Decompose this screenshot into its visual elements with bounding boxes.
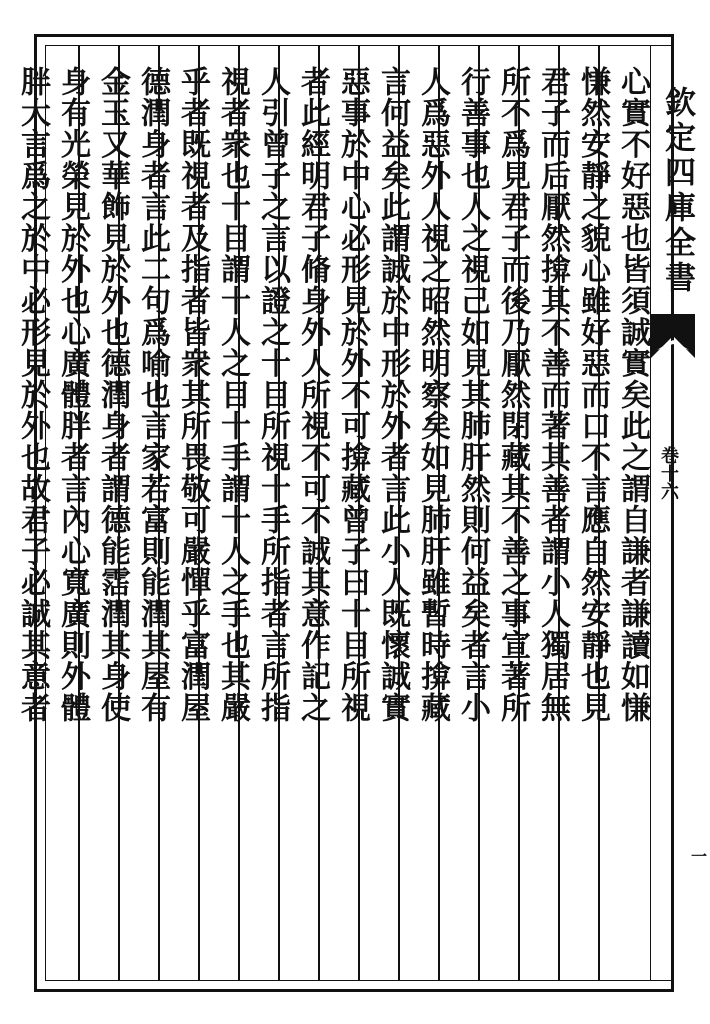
margin-tick: 一: [691, 847, 708, 866]
volume-number: 卷十六: [658, 446, 679, 500]
fishtail-mark-icon: [651, 314, 695, 358]
text-column: 金玉又華飾見於外也德潤身者謂德能霑潤其身使: [95, 66, 130, 724]
text-column: 所不爲見君子而後乃厭然閉藏其不善之事宣著所: [495, 66, 530, 724]
text-column: 身有光榮見於外也心廣體胖者言內心寬廣則外體: [55, 66, 90, 724]
book-title: 欽定四庫全書: [659, 86, 695, 296]
text-column: 乎者既視者及指者皆衆其所畏敬可嚴憚乎富潤屋: [175, 66, 210, 724]
text-column: 慊然安靜之貌心雖好惡而口不言應自然安靜也見: [575, 66, 610, 724]
text-column: 行善事也人之視己如見其肺肝然則何益矣者言小: [455, 66, 490, 724]
book-page: [15, 34, 708, 992]
text-column: 言何益矣此謂誠於中形於外者言此小人既懷誠實: [375, 66, 410, 724]
text-column: 君子而后厭然揜其不善而著其善者謂小人獨居無: [535, 66, 570, 724]
center-margin: [650, 46, 708, 980]
text-column: 人引曾子之言以證之十目所視十手所指者言所指: [255, 66, 290, 724]
text-column: 視者衆也十目謂十人之目十手謂十人之手也其嚴: [215, 66, 250, 724]
text-column: 胖大言爲之於中必形見於外也故君子必誠其意者: [15, 66, 50, 724]
text-column: 者此經明君子脩身外人所視不可不誠其意作記之: [295, 66, 330, 724]
text-column: 惡事於中心必形見於外不可揜藏曾子曰十目所視: [335, 66, 370, 724]
text-column: 德潤身者言此二句爲喻也言家若富則能潤其屋有: [135, 66, 170, 724]
text-column: 心實不好惡也皆須誠實矣此之謂自謙者謙讀如慊: [615, 66, 650, 724]
text-frame: [15, 45, 708, 981]
text-column: 人爲惡外人視之昭然明察矣如見肺肝雖暫時揜藏: [415, 66, 450, 724]
